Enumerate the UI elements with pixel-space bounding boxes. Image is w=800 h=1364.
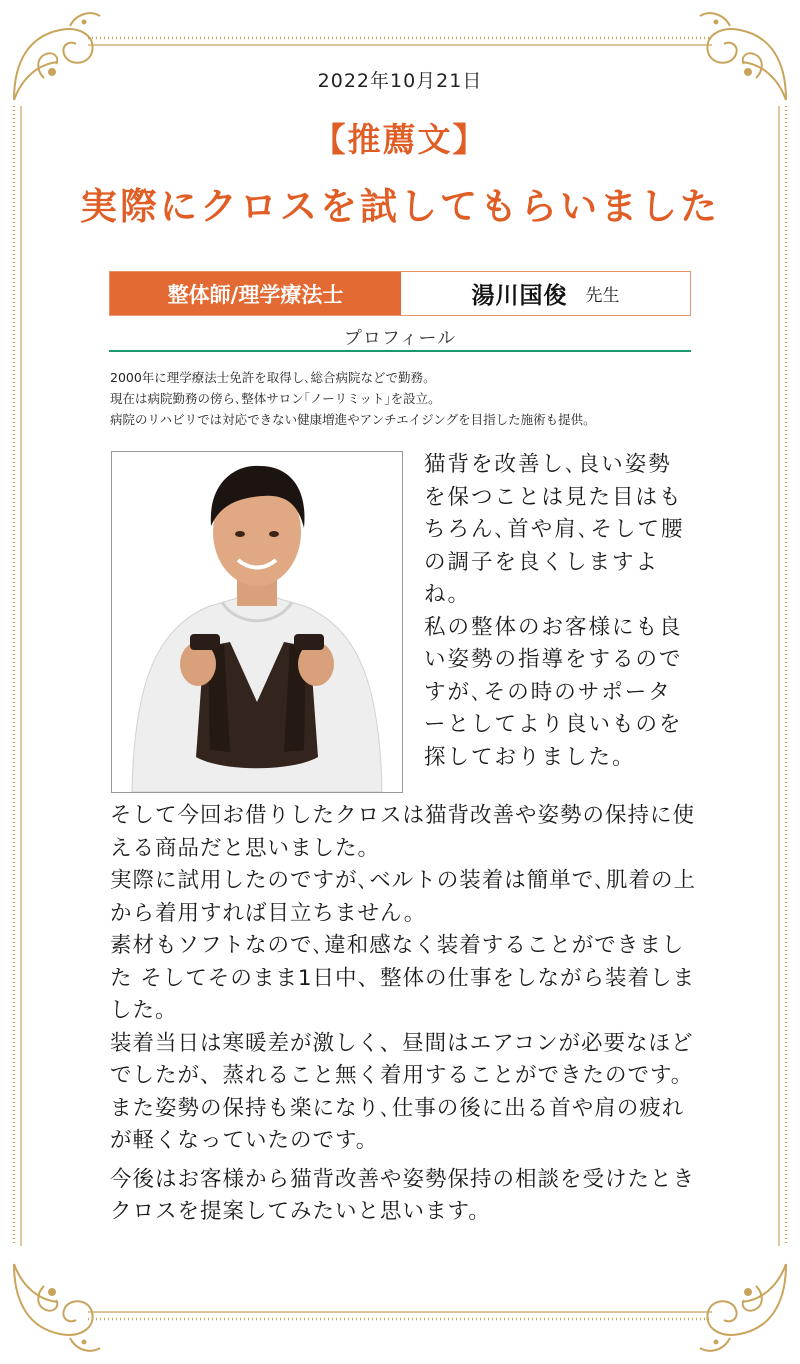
testimonial-paragraph: そして今回お借りしたクロスは猫背改善や姿勢の保持に使える商品だと思いました。 [110,803,696,861]
recommender-namebox [109,271,691,316]
profile-heading: プロフィール [343,328,457,349]
testimonial-paragraph: 実際に試用したのですが､ベルトの装着は簡単で､肌着の上から着用すれば目立ちません。 [110,868,697,926]
section-kicker: 【推薦文】 [312,120,488,159]
person-holding-posture-brace-illustration [112,452,402,792]
profile-divider [109,350,691,352]
testimonial-intro [424,449,694,774]
testimonial-paragraph: また姿勢の保持も楽になり､仕事の後に出る首や肩の疲れが軽くなっていたのです。 [110,1095,685,1153]
testimonial-paragraph: 素材もソフトなので､違和感なく装着することができました そしてそのまま1日中、整体の仕事をしながら装着しました。 [110,933,696,1023]
profile-text [110,367,710,430]
profile-line: 現在は病院勤務の傍ら､整体サロン｢ノーリミット｣を設立｡ [110,391,435,406]
recommender-person [401,272,690,315]
recommender-role: 整体師/理学療法士 [110,272,401,315]
testimonial-paragraph: 私の整体のお客様にも良い姿勢の指導をするのですが､その時のサポーターとしてより良いものを探しておりました。 [424,614,683,770]
testimonial-body [110,800,700,1229]
profile-line: 病院のリハビリでは対応できない健康増進やアンチエイジングを目指した施術も提供｡ [110,412,590,427]
publish-date: 2022年10月21日 [317,70,483,92]
profile-line: 2000年に理学療法士免許を取得し､総合病院などで勤務｡ [110,370,430,385]
recommender-name: 湯川国俊 [471,283,568,309]
testimonial-paragraph: 今後はお客様から猫背改善や姿勢保持の相談を受けたときクロスを提案してみたいと思います。 [110,1166,696,1224]
testimonial-paragraph: 猫背を改善し､良い姿勢を保つことは見た目はもちろん､首や肩､そして腰の調子を良くしますよね。 [424,452,685,607]
recommender-photo [111,451,403,793]
recommender-honorific: 先生 [585,286,620,306]
page-title: 実際にクロスを試してもらいました [80,184,720,228]
testimonial-paragraph: 装着当日は寒暖差が激しく、昼間はエアコンが必要なほどでしたが、蒸れること無く着用することができたのです。 [110,1030,694,1088]
